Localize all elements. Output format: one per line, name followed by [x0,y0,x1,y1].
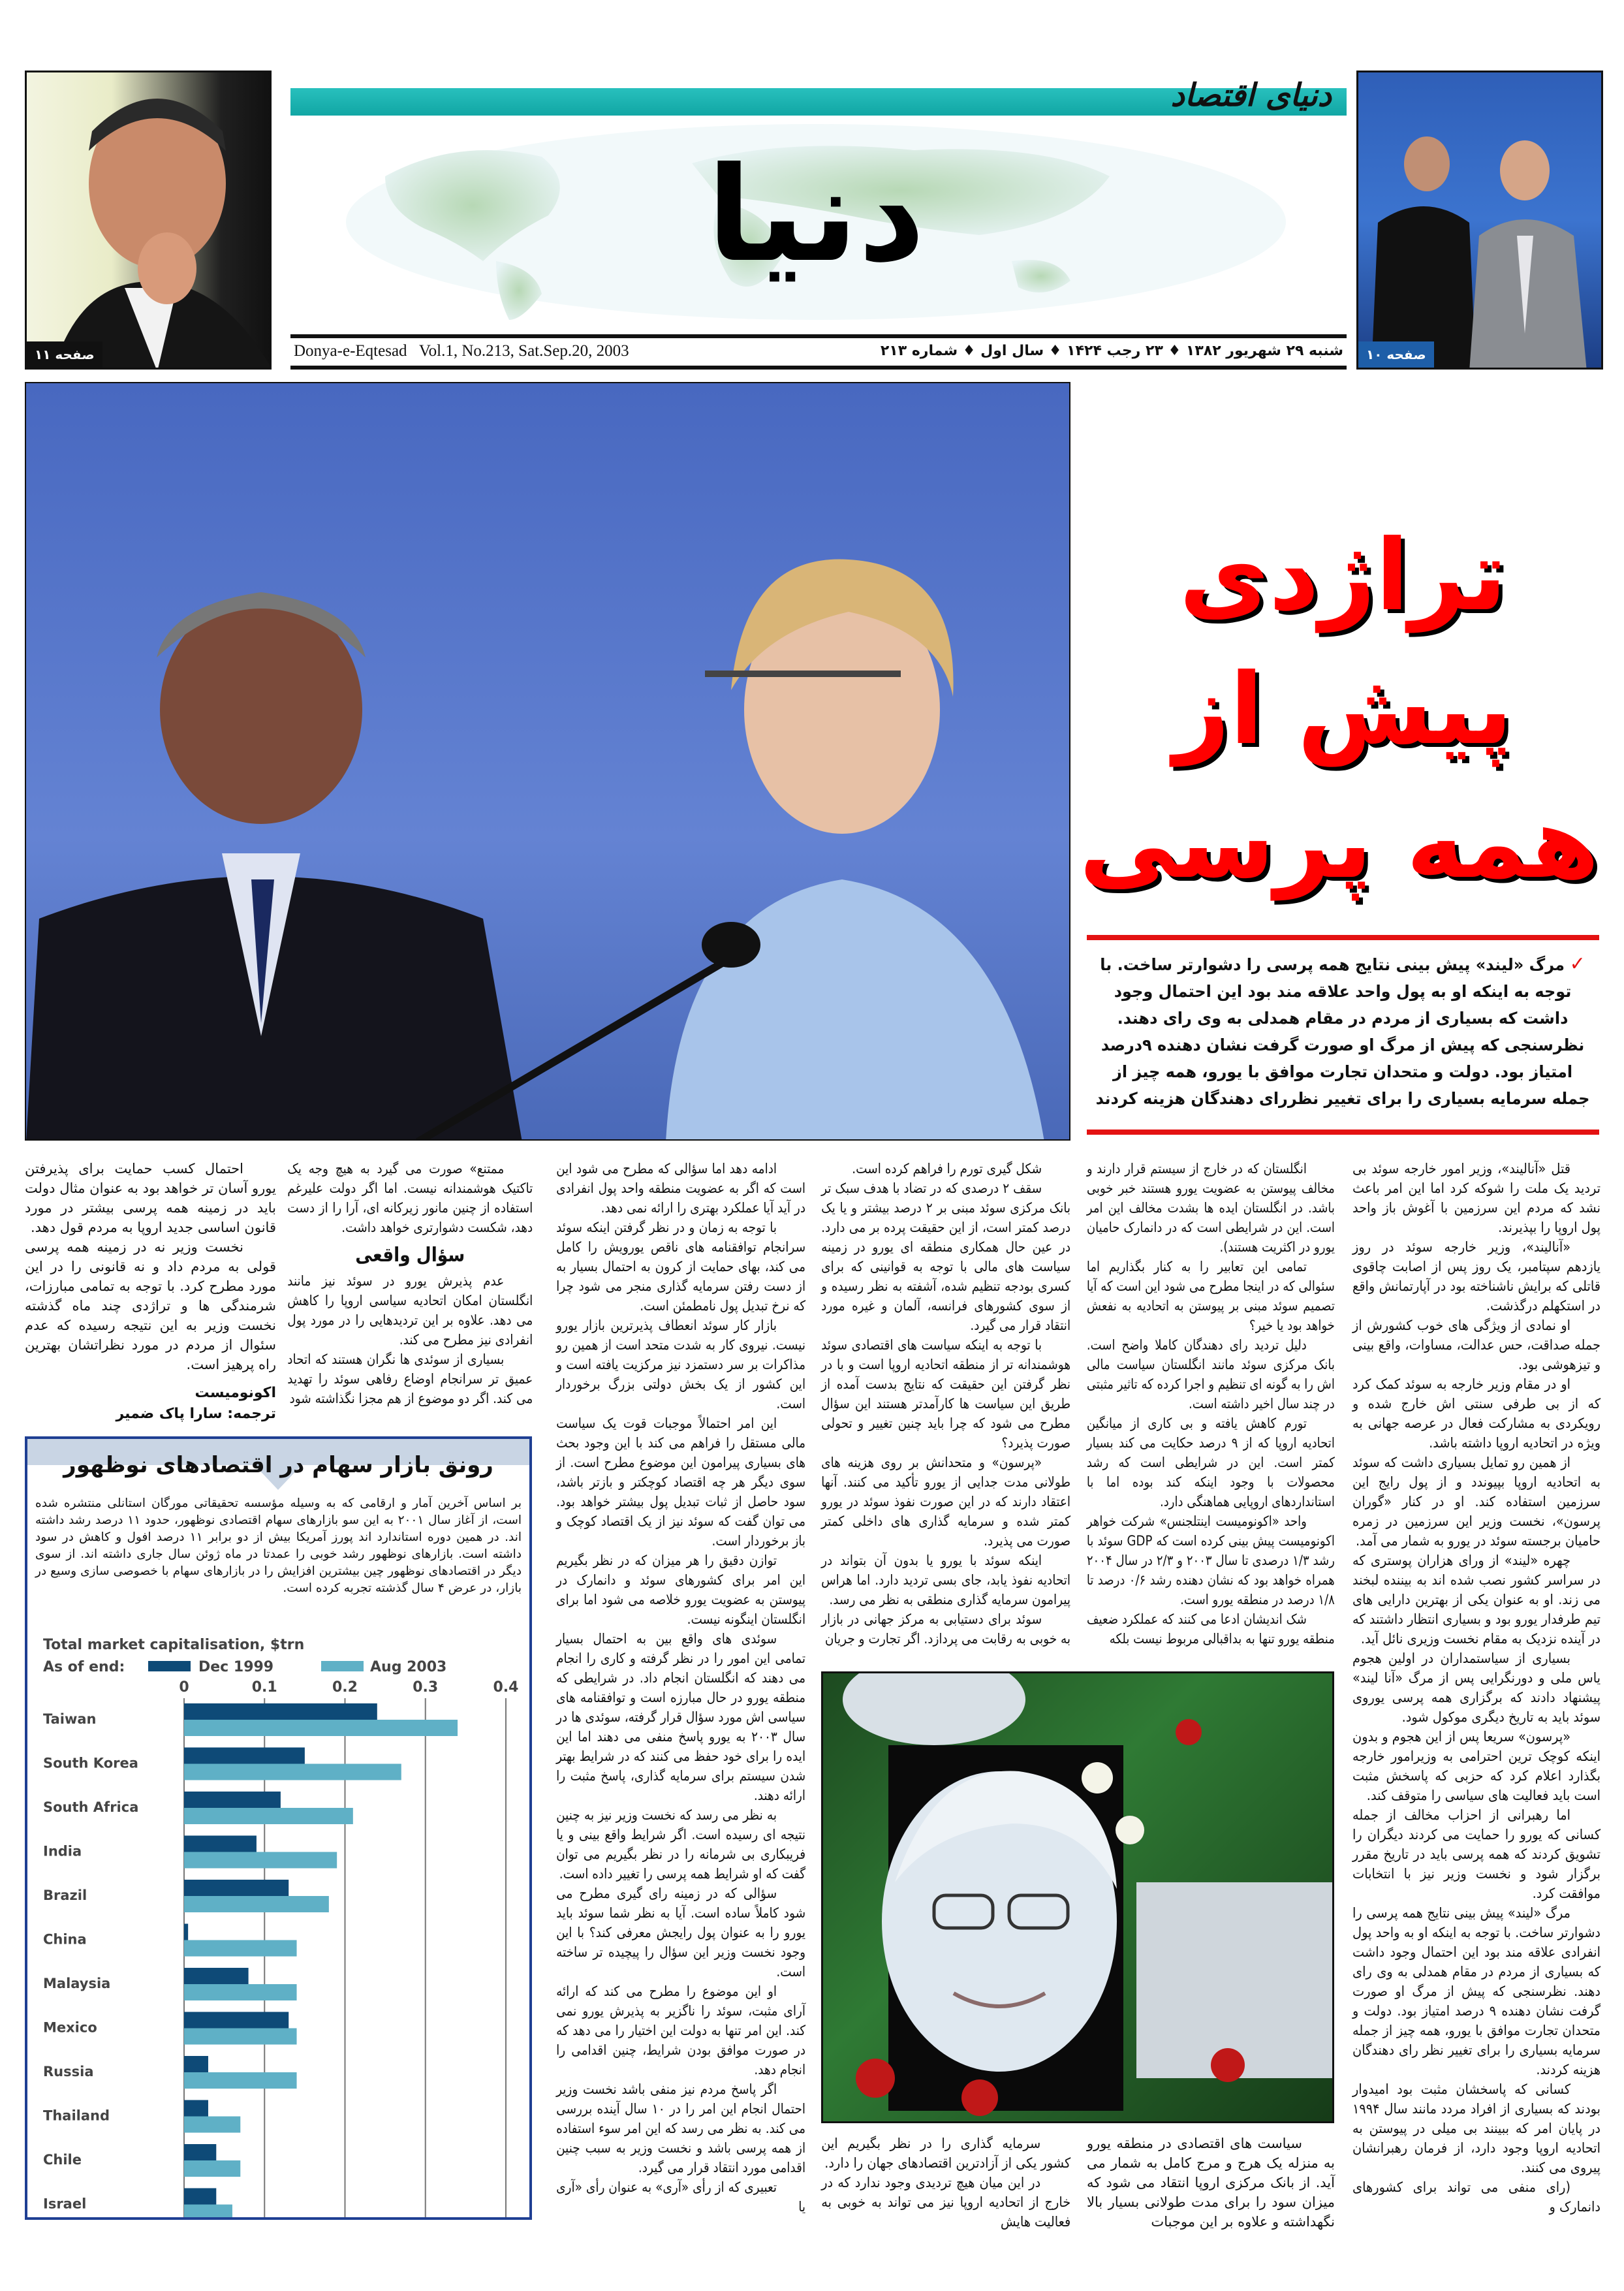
lead-summary-box [1087,935,1599,1135]
article-paragraph: چهره «لیند» از ورای هزاران پوستری که در سراسر کشور نصب شده اند به بیننده لبخند می زند. او به عنوان یکی از بهترین دارایی های تیم طرفدار یورو بود و بسیاری انتظار داشتند که در آینده نزدیک به مقام نخست وزیری نائل آید. [1352,1553,1601,1647]
headline-line-3: همه پرسی [1079,787,1599,900]
bar-thailand-aug-2003 [184,2117,240,2133]
category-label: China [43,1931,87,1948]
article-paragraph: به نظر می رسد که نخست وزیر نیز به چنین نتیجه ای رسیده است. اگر شرایط واقع بینی و یا فریبکاری بی شرمانه را در نظر بگیریم می توان گفت که او شرایط همه پرسی را تغییر داده است. [556,1807,805,1882]
article-paragraph: «پرسون» سریعا پس از این هجوم و بدون اینکه کوچک ترین احترامی به وزیرامور خارجه بگذارد اعلام کرد که حزبی که پاسخش مثبت است باید فعالیت های سیاسی را متوقف کند. [1352,1729,1601,1803]
checkmark-icon: ✓ [1570,953,1586,975]
chart-box-intro: بر اساس آخرین آمار و ارقامی که به وسیله مؤسسه تحقیقاتی مورگان استانلی منتشره شده است، از آغاز سال ۲۰۰۱ به این سو بازارهای سهام اقتصادی نوظهور، حدود ۱۱ درصد رشد داشته اند. در همین دوره استاندارد اند پورز آمریکا بیش از دو برابر ۱۱ درصد افول و کاهش در سود داشته است. بازارهای نوظهور رشد خوبی را عمدتا در ماه ژوئن سال جاری داشته اند. از سوی دیگر در اقتصادهای نوظهور چین بیشترین افزایش را در بازارهای سهام با خصوصی سازی وسیع در بازار، در عرض ۴ سال گذشته تجربه کرده است. [35,1496,522,1595]
category-label: South Africa [43,1799,139,1815]
bar-brazil-dec-1999 [184,1880,289,1896]
category-label: India [43,1843,82,1859]
x-tick-label: 0.4 [493,1679,519,1696]
column-4-paragraphs [556,1159,805,2217]
article-paragraph: کسانی که پاسخشان مثبت بود امیدوار بودند که بسیاری از افراد مردد مانند سال ۱۹۹۴ در پایان امر که ببینند بی میلی در پیوستن به اتحادیه اروپا وجود دارد، از فرمان رهبرانشان پیروی می کنند. [1352,2081,1601,2175]
bar-south-africa-aug-2003 [184,1808,353,1824]
bar-brazil-aug-2003 [184,1896,329,1912]
article-paragraph: انگلستان که در خارج از سیستم قرار دارند و مخالف پیوستن به عضویت یورو هستند خبر خوبی باشد. در انگلستان ایده ها بشدت مخالف این امر است. این در شرایطی است که در دانمارک حامیان یورو در اکثریت هستند). [1087,1161,1335,1255]
article-paragraph: قتل «آنالیند»، وزیر امور خارجه سوئد بی تردید یک ملت را شوکه کرد اما این امر باعث نشد که مردم این سرزمین با آغوش باز واحد پول اروپا را بپذیرند. [1352,1161,1601,1235]
main-photo-illustration [26,383,1070,1141]
main-photo-powell-lindh[interactable] [25,382,1070,1141]
bar-south-africa-dec-1999 [184,1792,281,1808]
column-5-paragraphs-a [287,1159,533,1237]
column-3-bottom-paragraphs [821,2134,1070,2232]
article-paragraph: او این موضوع را مطرح می کند که ارائه آرای مثبت، سوئد را ناگزیر به پذیرش یورو نمی کند. این امر تنها به دولت این اختیار را می دهد که در صورت موافق بودن شرایط، چنین اقدامی را انجام دهد. [556,1983,805,2078]
article-paragraph: تورم کاهش یافته و بی کاری از میانگین اتحادیه اروپا که از ۹ درصد حکایت می کند بسیار کمتر است. این در شرایطی است که رشد محصولات با وجود اینکه کند بوده اما با استانداردهای اروپایی هماهنگی دارد. [1087,1415,1335,1509]
bar-south-korea-aug-2003 [184,1764,401,1780]
article-paragraph: این امر احتمالاً موجبات قوت یک سیاست مالی مستقل را فراهم می کند با این وجود بحث های بسیاری پیرامون این موضوع مطرح است. از سوی دیگر هر چه اقتصاد کوچکتر و بازتر باشد، سود حاصل از ثبات تبدیل پول بیشتر خواهد بود. می توان گفت که سوئد نیز از یک اقتصاد کوچک و باز برخوردار است. [556,1415,805,1549]
article-paragraph: از همین رو تمایل بسیاری داشت که سوئد به اتحادیه اروپا بپیوندد و از پول رایج این سرزمین استفاده کند. او در کنار «گوران پرسون»، نخست وزیر این سرزمین در زمره حامیان برجسته سوئد در یورو به شمار می آمد. [1352,1455,1601,1549]
x-tick-label: 0.1 [251,1679,277,1696]
bar-mexico-aug-2003 [184,2029,297,2045]
article-column-6 [25,1159,276,1427]
legend-label-dec-1999: Dec 1999 [198,1659,274,1675]
article-column-1 [1352,1159,1601,2246]
article-paragraph: بسیاری از سوئدی ها نگران هستند که اتحاد عمیق تر سرانجام اوضاع رفاهی سوئد را تهدید می کند. اگر دو موضوع از هم مجزا نگذاشته شود [287,1351,533,1406]
article-paragraph: واحد «اکونومیست اینتلجنس» شرکت خواهر اکونومیست پیش بینی کرده است که GDP سوئد با رشد ۱/۳ درصدی تا سال ۲۰۰۳ و ۲/۳ در سال ۲۰۰۴ همراه خواهد بود که نشان دهنده رشد ۰/۶ درصد تا ۱/۸ درصد در منطقه یورو است. [1087,1513,1335,1607]
article-paragraph: شکل گیری تورم را فراهم کرده است. [852,1161,1042,1177]
masthead-logo-small[interactable]: دنیای اقتصاد [1170,77,1332,114]
bar-south-korea-dec-1999 [184,1748,305,1764]
x-tick-label: 0.3 [413,1679,439,1696]
x-tick-label: 0.2 [332,1679,358,1696]
article-paragraph: ادامه دهد اما سؤالی که مطرح می شود این است که اگر به عضویت منطقه واحد پول انفرادی در آید آیا عملکرد بهتری را ارائه نمی دهد. [556,1161,805,1216]
page-ref-label[interactable]: صفحه ۱۰ [1358,341,1434,368]
chart-title: Total market capitalisation, $trn [43,1637,305,1653]
bar-israel-aug-2003 [184,2205,232,2218]
imf-photo-illustration [1358,72,1603,370]
article-paragraph: سرمایه گذاری را در نظر بگیریم این کشور یکی از آزادترین اقتصادهای جهان را دارد. [821,2136,1070,2171]
lead-summary-inner [1096,951,1590,1112]
legend-swatch-aug-2003 [321,1661,364,1671]
category-label: Taiwan [43,1711,97,1727]
bar-thailand-dec-1999 [184,2100,208,2117]
bar-china-dec-1999 [184,1924,188,1940]
article-paragraph: او نمادی از ویژگی های خوب کشورش از جمله صداقت، حس عدالت، مساوات، واقع بینی و تیزهوشی بود. [1352,1318,1601,1372]
article-paragraph: «پرسون» و متحدانش بر روی هزینه های طولانی مدت جدایی از یورو تأکید می کنند. آنها اعتقاد دارند که در این صورت نفوذ سوئد در یورو کمتر شده و سرمایه گذاری های داخلی کمتر صورت می پذیرد. [821,1455,1070,1549]
article-paragraph: سوئد برای دستیابی به مرکز جهانی در بازار به خوبی به رقابت می پردازد. اگر تجارت و جریان [821,1611,1070,1647]
lead-summary-text: مرگ «لیند» پیش بینی نتایج همه پرسی را دشوارتر ساخت. با توجه به اینکه او به پول واحد علاقه مند بود این احتمال وجود داشت که بسیاری از مردم در مقام همدلی به وی رای دهند. نظرسنجی که پیش از مرگ او صورت گرفت نشان دهنده ۹درصد امتیاز بود. دولت و متحدان تجارت موافق با یورو، همه چیز از جمله سرمایه بسیاری را برای تغییر نظررای دهندگان هزینه کردند [1096,955,1590,1108]
category-label: Chile [43,2152,82,2168]
article-column-5 [287,1159,533,1427]
bar-taiwan-aug-2003 [184,1720,458,1736]
photo-imf-officials[interactable] [1356,71,1603,370]
article-column-3-bottom [821,2134,1070,2246]
article-translator: ترجمه: سارا پاک ضمیر [116,1406,276,1422]
article-column-3-top [821,1159,1070,1658]
article-paragraph: ممتنع» صورت می گیرد به هیچ وجه یک تاکتیک هوشمندانه نیست. اما اگر دولت علیرغم استفاده از چنین مانور زیرکانه ای، آرا را از دست دهد، شکست دشوارتری خواهد داشت. [287,1161,533,1235]
bar-india-dec-1999 [184,1836,257,1852]
category-label: Brazil [43,1888,87,1903]
headline-line-1: تراژدی [1179,519,1507,633]
category-label: Mexico [43,2019,97,2036]
column-6-inner [25,1159,276,1424]
subheading-real-question: سؤال واقعی [354,1244,465,1267]
article-paragraph: سوئدی های واقع بین به احتمال بسیار تمامی این امور را در نظر گرفته و کاری را انجام می دهند که انگلستان انجام داد. در شرایطی که منطقه یورو در حال مبارزه است و توافقنامه های سیاسی اش مورد سؤال قرار گرفته، سوئدی ها در سال ۲۰۰۳ به یورو پاسخ منفی می دهند اما این ایده را برای خود حفظ می کنند که در شرایط بهتر شدن سیستم برای سرمایه گذاری، پاسخ مثبت را ارائه دهند. [556,1631,805,1803]
masthead-logo-big[interactable]: دنیا [706,139,926,291]
legend-prefix: As of end: [43,1659,125,1675]
article-paragraph: سقف ۲ درصدی که در تضاد با هدف سبک تر بانک مرکزی سوئد مبنی بر ۲ درصد بیشتر و یا یک درصد کمتر است، از این حقیقت پرده بر می دارد. در عین حال همکاری منطقه ای یورو در زمینه سیاست های مالی با توجه به قوانینی که برای کسری بودجه تنظیم شده، آشفته به نظر رسیده و از سوی کشورهای فرانسه، آلمان و غیره مورد انتقاد قرار می گیرد. [821,1180,1070,1333]
column-2-top-paragraphs [1087,1159,1335,1649]
chart-box-title: رونق بازار سهام در اقتصادهای نوظهور [63,1452,493,1478]
column-2-bottom-paragraphs [1087,2134,1335,2232]
article-paragraph: (رای منفی می تواند برای کشورهای دانمارک و [1352,2179,1601,2215]
article-paragraph: توازن دقیق را هر میزان که در نظر بگیریم این امر برای کشورهای سوئد و دانمارک در پیوستن به عضویت یورو خلاصه می شود اما برای انگلستان اینگونه نیست. [556,1553,805,1627]
column-1-paragraphs [1352,1159,1601,2217]
memorial-photo-illustration [823,1673,1334,2123]
article-paragraph: مرگ «لیند» پیش بینی نتایج همه پرسی را دشوارتر ساخت. با توجه به اینکه او به واحد پول انفرادی علاقه مند بود این احتمال وجود داشت که بسیاری از مردم در مقام همدلی به وی رای دهند. نظرسنجی که پیش از مرگ او صورت گرفت نشان دهنده ۹ درصد امتیاز بود. دولت و متحدان تجارت موافق با یورو، همه چیز از جمله سرمایه بسیاری را برای تغییر نظر رای دهندگان هزینه کردند. [1352,1905,1601,2078]
photo-anna-lindh-memorial[interactable] [821,1671,1334,2123]
article-paragraph: اما رهبرانی از احزاب مخالف از جمله کسانی که یورو را حمایت می کردند دیگران را تشویق کردند که همه پرسی باید در تاریخ مقرر برگزار شود و نخست وزیر نیز با انتخابات موافقت کرد. [1352,1807,1601,1901]
legend-label-aug-2003: Aug 2003 [370,1659,447,1675]
category-label: South Korea [43,1755,138,1771]
bar-russia-dec-1999 [184,2056,208,2072]
bar-chile-aug-2003 [184,2160,240,2177]
article-paragraph: او در مقام وزیر خارجه به سوئد کمک کرد که از بی طرفی سنتی اش خارج شده و رویکردی به مشارکت فعال در عرصه جهانی به ویژه در اتحادیه اروپا داشته باشد. [1352,1376,1601,1451]
lead-summary-area [1096,951,1590,1123]
article-paragraph: در این میان هیچ تردیدی وجود ندارد که در خارج از اتحادیه اروپا نیز می تواند به خوبی به فعالیت هایش [821,2175,1070,2230]
column-3-top-paragraphs [821,1159,1070,1649]
portrait-illustration [27,72,272,370]
article-paragraph: سؤالی که در زمینه رای گیری مطرح می شود کاملاً ساده است. آیا به نظر شما سوئد باید یورو را به عنوان پول رایجش معرفی کند؟ با این وجود نخست وزیر این سؤال را پیچیده تر ساخته است. [556,1886,805,1980]
main-headline [1079,509,1599,911]
article-paragraph: با توجه به اینکه سیاست های اقتصادی سوئد هوشمندانه تر از منطقه اتحادیه اروپا است و با در نظر گرفتن این حقیقت که نتایج بدست آمده از طریق این سیاست ها کارآمدتر هستند این سؤال مطرح می شود که چرا باید چنین تغییر و تحولی صورت پذیرد؟ [821,1337,1070,1451]
dateline-persian: شنبه ۲۹ شهریور ۱۳۸۲ ♦ ۲۳ رجب ۱۴۲۴ ♦ سال اول ♦ شماره ۲۱۳ [880,343,1343,359]
market-cap-bar-chart [27,1439,529,2217]
article-paragraph: تعبیری که از رأی «آری» به عنوان رأی «آری یا [556,2179,805,2215]
article-paragraph: «آنالیند»، وزیر خارجه سوئد در روز یازدهم سپتامبر، یک روز پس از اصابت چاقوی قاتلی که برایش ناشناخته بود در آپارتمانش واقع در استکهلم درگذشت. [1352,1239,1601,1314]
photo-politician-left[interactable] [25,71,272,370]
article-paragraph: بسیاری از سیاستمداران در اولین هجوم یاس ملی و دورنگرایی پس از مرگ «آنا لیند» پیشنهاد دادند که برگزاری همه پرسی یوروی سوئد باید به تاریخ دیگری موکول شود. [1352,1651,1601,1725]
category-label: Russia [43,2064,94,2079]
bar-russia-aug-2003 [184,2072,297,2089]
column-5-inner [287,1159,533,1408]
dateline-bottom-rule [290,366,1347,370]
article-column-4 [556,1159,805,2246]
article-paragraph: احتمال کسب حمایت برای پذیرفتن یورو آسان تر خواهد بود به عنوان مثال دولت باید در زمینه همه پرسی بیشتر در مورد قانون اساسی جدید اروپا به مردم قول دهد. [25,1161,276,1235]
emerging-markets-chart-box [25,1436,532,2220]
bar-taiwan-dec-1999 [184,1703,377,1720]
category-label: Israel [43,2196,87,2212]
article-paragraph: با توجه به زمان و در نظر گرفتن اینکه سوئد سرانجام توافقنامه های ناقص یورویش را کامل می کند، بهای حمایت از کرون به احتمال بسیار به از دست رفتن سرمایه گذاری منجر می شود چرا که نرخ تبدیل پول نامطمئن است. [556,1220,805,1314]
article-paragraph: اگر پاسخ مردم نیز منفی باشد نخست وزیر احتمال انجام این امر را در ۱۰ سال آینده بررسی می کند. به نظر می رسد که این امر سوء استفاده از همه پرسی باشد و نخست وزیر به سبب چنین اقدامی مورد انتقاد قرار می گیرد. [556,2081,805,2175]
column-5-paragraphs-b [287,1271,533,1408]
article-paragraph: عدم پذیرش یورو در سوئد نیز مانند انگلستان امکان اتحادیه سیاسی اروپا را کاهش می دهد. علاوه بر این تردیدهایی را در مورد پول انفرادی نیز مطرح می کند. [287,1273,533,1348]
article-column-2-top [1087,1159,1335,1658]
article-paragraph: شک اندیشان ادعا می کنند که عملکرد ضعیف منطقه یورو تنها به بداقبالی مربوط نیست بلکه [1087,1611,1335,1647]
bar-mexico-dec-1999 [184,2012,289,2029]
article-paragraph: بازار کار سوئد انعطاف پذیرترین بازار یورو نیست. نیروی کار به شدت متحد است از همین رو مذاکرات بر سر دستمزد نیز مرکزیت یافته است و این کشور از یک بخش دولتی بزرگ برخوردار است. [556,1318,805,1412]
column-6-paragraphs [25,1159,276,1374]
bar-chile-dec-1999 [184,2144,216,2160]
dateline-english: Donya-e-Eqtesad Vol.1, No.213, Sat.Sep.20, 2003 [294,342,629,360]
article-source: اکونومیست [195,1385,276,1401]
article-paragraph: سیاست های اقتصادی در منطقه یورو به منزله یک هرج و مرج کامل به شمار می آید. از بانک مرکزی اروپا انتقاد می شود که میزان سود را برای مدت طولانی بسیار بالا نگهداشته و علاوه بر این موجبات [1087,2136,1335,2230]
dateline-top-rule [290,334,1347,338]
article-paragraph: تمامی این تعابیر را به کنار بگذاریم اما سئوالی که در اینجا مطرح می شود این است که آیا تصمیم سوئد مبنی بر پیوستن به اتحادیه به نفعش خواهد بود یا خیر؟ [1087,1259,1335,1333]
bar-india-aug-2003 [184,1852,337,1869]
headline-line-2: پیش از [1173,653,1513,766]
article-column-2-bottom [1087,2134,1335,2246]
article-paragraph: نخست وزیر نه در زمینه همه پرسی قولی به مردم داد و نه قانونی را در این مورد مطرح کرد. با توجه به تمامی مبارزات، شرمندگی ها و تراژدی چند ماه گذشته نخست وزیر به این نتیجه رسیده که عدم سئوال از مردم در مورد نظراتشان بهترین راه پرهیز است. [25,1239,276,1372]
bar-israel-dec-1999 [184,2188,216,2205]
category-label: Malaysia [43,1976,111,1991]
article-paragraph: دلیل تردید رای دهندگان کاملا واضح است. بانک مرکزی سوئد مانند انگلستان سیاست مالی اش را به گونه ای تنظیم و اجرا کرده که تاثیر مثبتی در چند سال اخیر داشته است. [1087,1337,1335,1412]
bar-malaysia-dec-1999 [184,1968,249,1984]
page-ref-label[interactable]: صفحه ۱۱ [27,341,102,368]
article-paragraph: اینکه سوئد با یورو یا بدون آن بتواند در اتحادیه نفوذ یابد، جای بسی تردید دارد. اما هراس پیرامون سرمایه گذاری منطقی به نظر می رسد. [821,1553,1070,1607]
x-tick-label: 0 [179,1679,189,1696]
bar-malaysia-aug-2003 [184,1984,297,2000]
legend-swatch-dec-1999 [148,1661,191,1671]
bar-china-aug-2003 [184,1940,297,1957]
category-label: Thailand [43,2108,110,2124]
